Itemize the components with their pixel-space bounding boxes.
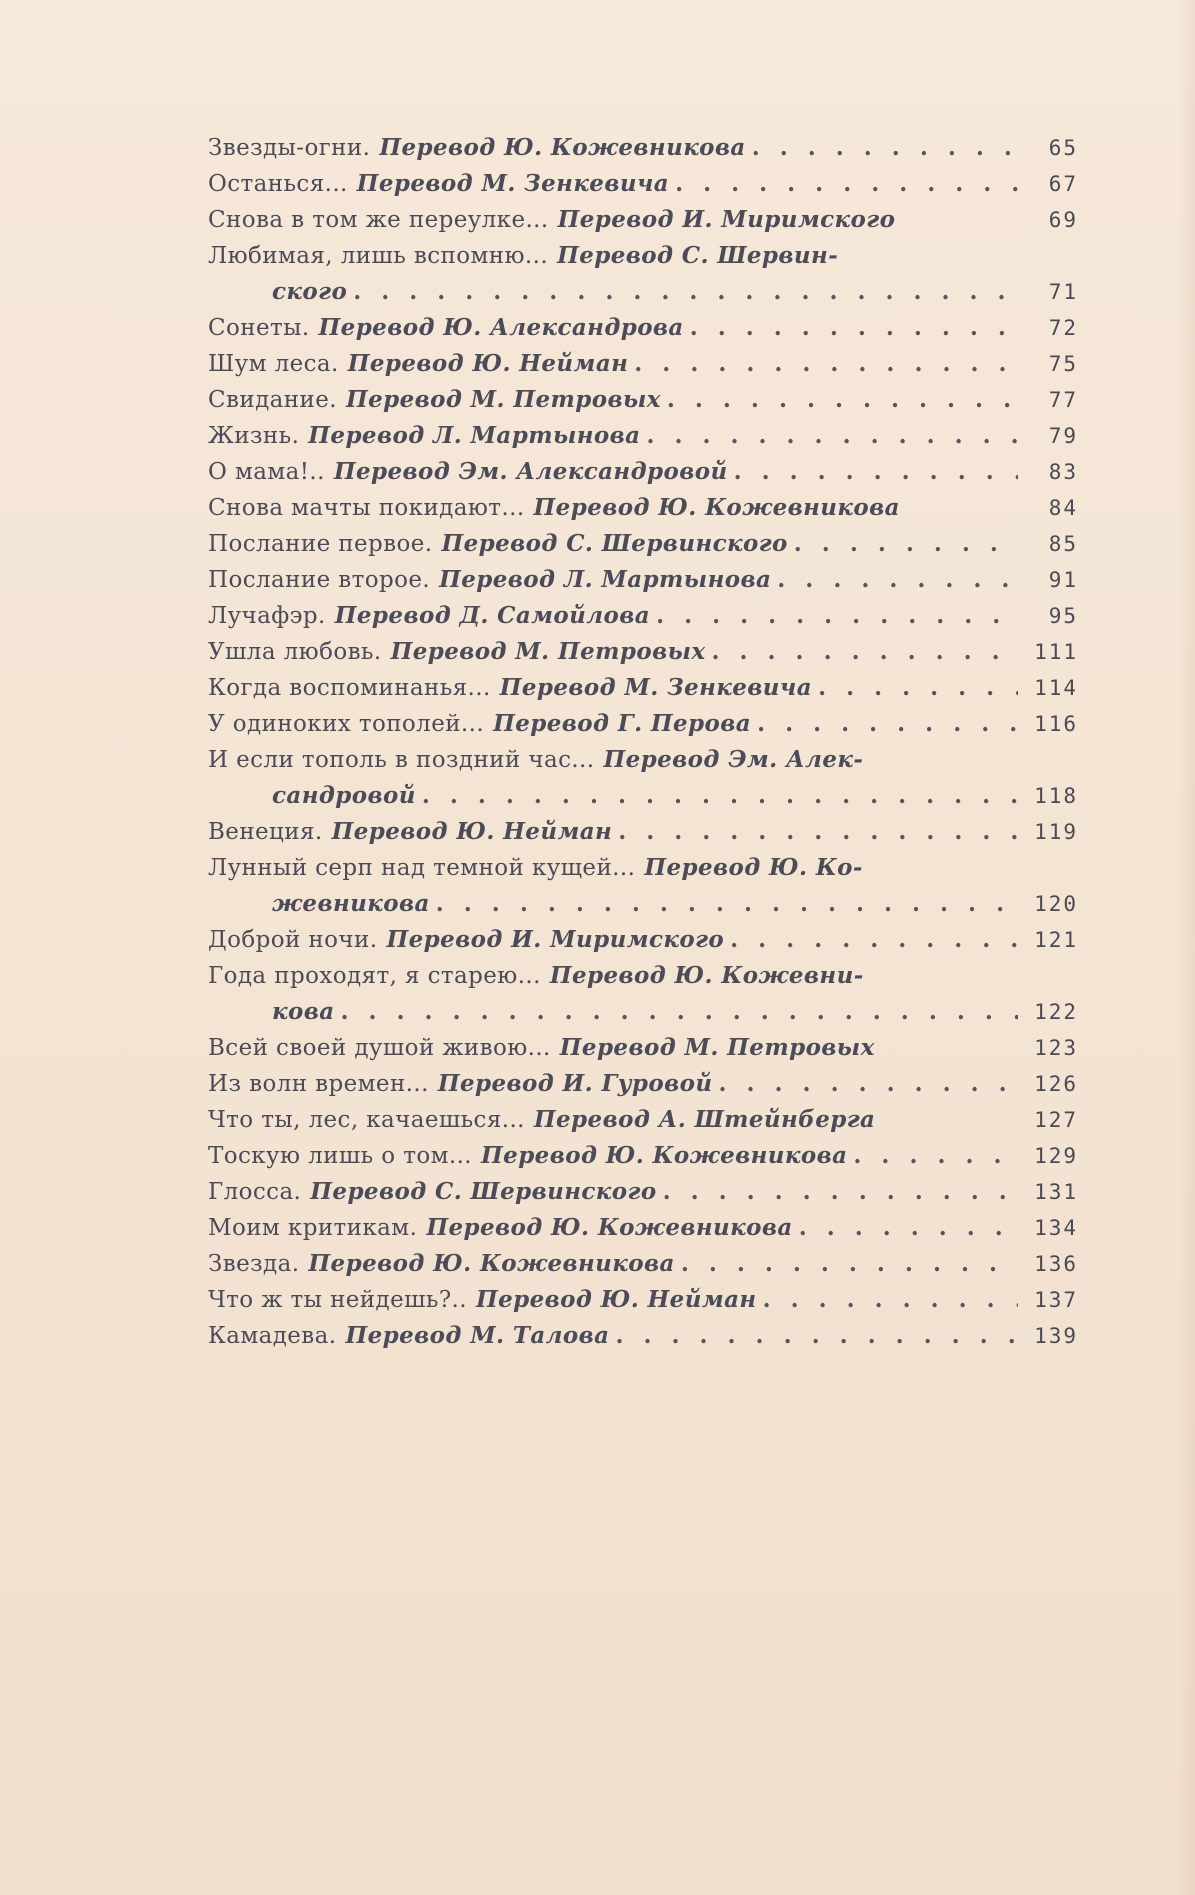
page-number: 65 <box>1048 136 1078 160</box>
toc-entry <box>208 1066 1118 1102</box>
translator-credit: Перевод Ю. Кожевни- <box>549 962 864 989</box>
page-number: 71 <box>1048 280 1078 304</box>
toc-line <box>208 706 1118 742</box>
toc-entry <box>208 382 1118 418</box>
translator-credit: Перевод Л. Мартынова <box>439 566 772 593</box>
toc-line <box>208 814 1118 850</box>
poem-title: Останься... <box>208 171 348 197</box>
dot-leader <box>719 1066 1018 1102</box>
translator-credit: Перевод Ю. Кожевникова <box>379 134 746 161</box>
toc-entry <box>208 310 1118 346</box>
translator-credit: Перевод Эм. Александровой <box>333 458 728 485</box>
toc-line <box>208 958 1118 994</box>
toc-entry <box>208 850 1118 922</box>
toc-line <box>208 130 1118 166</box>
toc-entry <box>208 814 1118 850</box>
poem-title: И если тополь в поздний час... <box>208 747 595 773</box>
poem-title: Любимая, лишь вспомню... <box>208 243 549 269</box>
toc-entry <box>208 706 1118 742</box>
page-number: 131 <box>1034 1180 1078 1204</box>
toc-line-continuation <box>208 274 1118 310</box>
poem-title: Из волн времен... <box>208 1071 429 1097</box>
translator-credit: Перевод Ю. Кожевникова <box>426 1214 793 1241</box>
toc-line <box>208 1030 1118 1066</box>
page-number: 119 <box>1034 820 1078 844</box>
translator-credit: Перевод Ю. Кожевникова <box>481 1142 848 1169</box>
toc-line <box>208 1066 1118 1102</box>
translator-credit: Перевод М. Талова <box>345 1322 610 1349</box>
translator-credit: Перевод Г. Перова <box>493 710 752 737</box>
dot-leader <box>341 994 1018 1030</box>
toc-entry <box>208 238 1118 310</box>
dot-leader <box>734 454 1018 490</box>
toc-line <box>208 670 1118 706</box>
page-number: 91 <box>1048 568 1078 592</box>
translator-credit: Перевод М. Петровых <box>345 386 661 413</box>
page-number: 114 <box>1034 676 1078 700</box>
dot-leader <box>794 526 1018 562</box>
translator-credit: Перевод А. Штейнберга <box>533 1106 876 1133</box>
toc-line <box>208 346 1118 382</box>
toc-entry <box>208 130 1118 166</box>
toc-entry <box>208 526 1118 562</box>
dot-leader <box>712 634 1018 670</box>
toc-line <box>208 598 1118 634</box>
toc-line <box>208 562 1118 598</box>
toc-line <box>208 922 1118 958</box>
toc-entry <box>208 742 1118 814</box>
toc-entry <box>208 1138 1118 1174</box>
toc-line <box>208 310 1118 346</box>
page-number: 69 <box>1048 208 1078 232</box>
page-number: 137 <box>1034 1288 1078 1312</box>
dot-leader <box>634 346 1018 382</box>
page-number: 118 <box>1034 784 1078 808</box>
toc-entry <box>208 598 1118 634</box>
toc-line <box>208 238 1118 274</box>
translator-credit: Перевод М. Зенкевича <box>356 170 670 197</box>
toc-line <box>208 1138 1118 1174</box>
toc-entry <box>208 958 1118 1030</box>
toc-entry <box>208 562 1118 598</box>
translator-credit: Перевод С. Шервин- <box>557 242 839 269</box>
page-number: 122 <box>1034 1000 1078 1024</box>
translator-credit: Перевод Ю. Нейман <box>475 1286 757 1313</box>
poem-title: Доброй ночи. <box>208 927 378 953</box>
dot-leader <box>615 1318 1018 1354</box>
toc-line <box>208 1102 1118 1138</box>
toc-entry <box>208 1174 1118 1210</box>
poem-title: Жизнь. <box>208 423 300 449</box>
page-number: 121 <box>1034 928 1078 952</box>
dot-leader <box>730 922 1018 958</box>
poem-title: Когда воспоминанья... <box>208 675 491 701</box>
page-number: 79 <box>1048 424 1078 448</box>
dot-leader <box>818 670 1018 706</box>
translator-credit: Перевод Ю. Нейман <box>347 350 629 377</box>
toc-line <box>208 850 1118 886</box>
dot-leader <box>752 130 1018 166</box>
toc-entry <box>208 202 1118 238</box>
poem-title: Венеция. <box>208 819 323 845</box>
dot-leader <box>422 778 1018 814</box>
translator-credit: Перевод Ю. Ко- <box>644 854 863 881</box>
toc-line <box>208 1318 1118 1354</box>
translator-credit: Перевод М. Зенкевича <box>499 674 813 701</box>
toc-line <box>208 202 1118 238</box>
translator-credit: Перевод С. Шервинского <box>441 530 788 557</box>
toc-entry <box>208 670 1118 706</box>
toc-line <box>208 382 1118 418</box>
page-number: 136 <box>1034 1252 1078 1276</box>
toc-entry <box>208 922 1118 958</box>
translator-credit: Перевод Эм. Алек- <box>603 746 864 773</box>
toc-entry <box>208 1246 1118 1282</box>
toc-line <box>208 634 1118 670</box>
poem-title: Послание первое. <box>208 531 433 557</box>
translator-credit: Перевод И. Гуровой <box>437 1070 713 1097</box>
toc-entry <box>208 346 1118 382</box>
dot-leader <box>690 310 1018 346</box>
toc-line <box>208 418 1118 454</box>
dot-leader <box>436 886 1018 922</box>
page-number: 127 <box>1034 1108 1078 1132</box>
toc-entry <box>208 1318 1118 1354</box>
poem-title: Что ж ты нейдешь?.. <box>208 1287 467 1313</box>
toc-line <box>208 1210 1118 1246</box>
toc-line-continuation <box>208 778 1118 814</box>
translator-credit: Перевод Ю. Нейман <box>331 818 613 845</box>
page-number: 72 <box>1048 316 1078 340</box>
toc-entry <box>208 1030 1118 1066</box>
poem-title: Сонеты. <box>208 315 310 341</box>
translator-credit: Перевод Ю. Кожевникова <box>308 1250 675 1277</box>
dot-leader <box>353 274 1018 310</box>
dot-leader <box>757 706 1018 742</box>
page-number: 84 <box>1048 496 1078 520</box>
toc-entry <box>208 1102 1118 1138</box>
poem-title: Звезда. <box>208 1251 300 1277</box>
dot-leader <box>777 562 1018 598</box>
toc-entry <box>208 454 1118 490</box>
dot-leader <box>656 598 1018 634</box>
translator-credit: Перевод М. Петровых <box>559 1034 875 1061</box>
toc-line <box>208 490 1118 526</box>
toc-line <box>208 1174 1118 1210</box>
poem-title: Лунный серп над темной кущей... <box>208 855 636 881</box>
toc-line <box>208 526 1118 562</box>
poem-title: Свидание. <box>208 387 337 413</box>
poem-title: Звезды-огни. <box>208 135 371 161</box>
dot-leader <box>675 166 1018 202</box>
page-number: 67 <box>1048 172 1078 196</box>
page-number: 123 <box>1034 1036 1078 1060</box>
poem-title: Ушла любовь. <box>208 639 382 665</box>
toc-entry <box>208 1282 1118 1318</box>
toc-entry <box>208 634 1118 670</box>
toc-line <box>208 166 1118 202</box>
translator-credit: Перевод Л. Мартынова <box>308 422 641 449</box>
toc-entry <box>208 418 1118 454</box>
poem-title: Года проходят, я старею... <box>208 963 541 989</box>
table-of-contents <box>208 130 1118 1354</box>
dot-leader <box>799 1210 1018 1246</box>
dot-leader <box>646 418 1018 454</box>
page-number: 83 <box>1048 460 1078 484</box>
toc-line-continuation <box>208 994 1118 1030</box>
poem-title: Снова мачты покидают... <box>208 495 525 521</box>
translator-credit: Перевод С. Шервинского <box>310 1178 657 1205</box>
poem-title: Всей своей душой живою... <box>208 1035 551 1061</box>
poem-title: У одиноких тополей... <box>208 711 485 737</box>
toc-line <box>208 454 1118 490</box>
dot-leader <box>667 382 1018 418</box>
page-number: 85 <box>1048 532 1078 556</box>
dot-leader <box>681 1246 1018 1282</box>
toc-line <box>208 1282 1118 1318</box>
page-number: 116 <box>1034 712 1078 736</box>
translator-credit-continuation: ского <box>272 278 348 305</box>
poem-title: Что ты, лес, качаешься... <box>208 1107 525 1133</box>
translator-credit-continuation: жевникова <box>272 890 430 917</box>
dot-leader <box>663 1174 1018 1210</box>
page-number: 126 <box>1034 1072 1078 1096</box>
translator-credit: Перевод М. Петровых <box>390 638 706 665</box>
page-edge-shadow <box>1179 0 1195 1895</box>
page-number: 120 <box>1034 892 1078 916</box>
translator-credit: Перевод Д. Самойлова <box>334 602 651 629</box>
page-number: 134 <box>1034 1216 1078 1240</box>
dot-leader <box>618 814 1018 850</box>
page-number: 129 <box>1034 1144 1078 1168</box>
toc-line-continuation <box>208 886 1118 922</box>
toc-line <box>208 1246 1118 1282</box>
toc-entry <box>208 490 1118 526</box>
translator-credit-continuation: кова <box>272 998 335 1025</box>
toc-entry <box>208 166 1118 202</box>
page-number: 95 <box>1048 604 1078 628</box>
dot-leader <box>763 1282 1018 1318</box>
translator-credit: Перевод Ю. Кожевникова <box>533 494 900 521</box>
poem-title: Снова в том же переулке... <box>208 207 549 233</box>
poem-title: Послание второе. <box>208 567 431 593</box>
dot-leader <box>853 1138 1018 1174</box>
translator-credit: Перевод И. Миримского <box>557 206 896 233</box>
poem-title: Шум леса. <box>208 351 339 377</box>
translator-credit: Перевод Ю. Александрова <box>318 314 684 341</box>
poem-title: Моим критикам. <box>208 1215 418 1241</box>
page-number: 139 <box>1034 1324 1078 1348</box>
poem-title: Тоскую лишь о том... <box>208 1143 473 1169</box>
poem-title: О мама!.. <box>208 459 325 485</box>
poem-title: Лучафэр. <box>208 603 326 629</box>
page-number: 111 <box>1034 640 1078 664</box>
poem-title: Глосса. <box>208 1179 302 1205</box>
translator-credit-continuation: сандровой <box>272 782 416 809</box>
page-number: 77 <box>1048 388 1078 412</box>
page-number: 75 <box>1048 352 1078 376</box>
poem-title: Камадева. <box>208 1323 337 1349</box>
toc-line <box>208 742 1118 778</box>
toc-entry <box>208 1210 1118 1246</box>
translator-credit: Перевод И. Миримского <box>386 926 725 953</box>
